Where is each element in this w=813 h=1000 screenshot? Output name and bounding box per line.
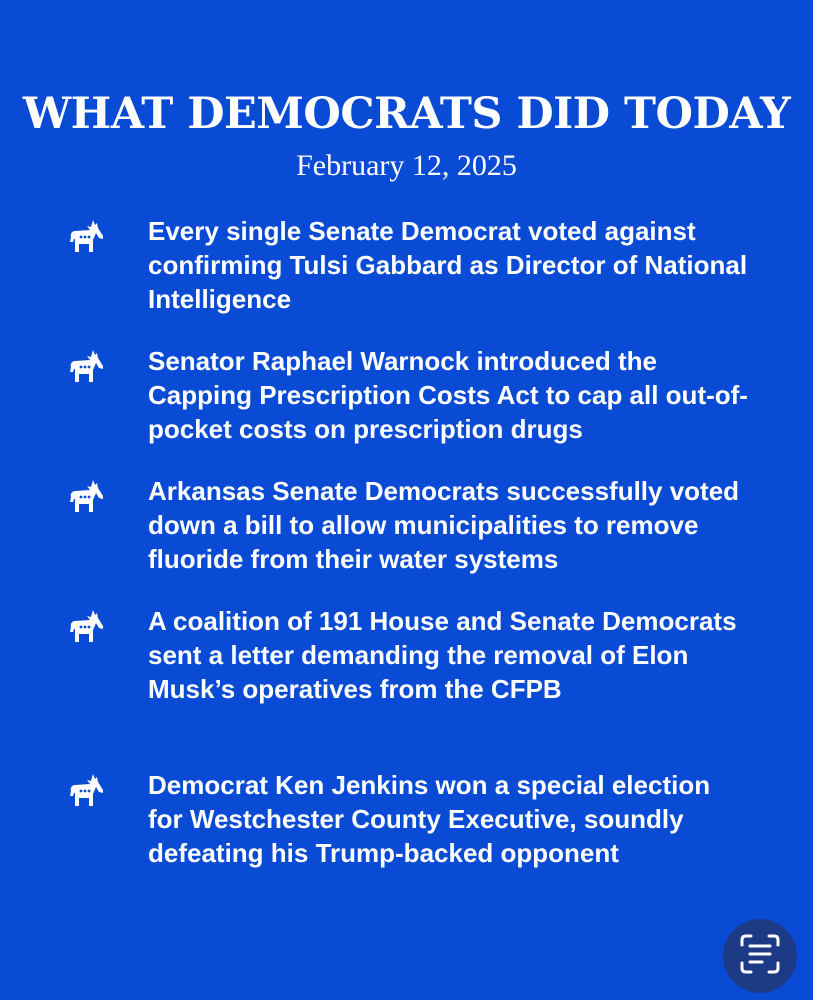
live-text-scan-icon (738, 932, 782, 981)
donkey-icon (69, 608, 107, 646)
header (0, 84, 813, 186)
item-text: Arkansas Senate Democrats successfully voted down a bill to allow municipalities to remove fluoride from their water systems (148, 476, 740, 574)
live-text-scan-button[interactable] (723, 919, 797, 993)
page-title: WHAT DEMOCRATS DID TODAY (22, 89, 791, 139)
item-text: Every single Senate Democrat voted against confirming Tulsi Gabbard as Director of National Intelligence (148, 216, 748, 314)
donkey-icon (69, 478, 107, 516)
donkey-icon (69, 348, 107, 386)
donkey-icon (69, 218, 107, 256)
item-text: A coalition of 191 House and Senate Democrats sent a letter demanding the removal of Elon Musk’s operatives from the CFPB (148, 606, 737, 704)
page-date: February 12, 2025 (296, 149, 517, 182)
item-text: Senator Raphael Warnock introduced the Capping Prescription Costs Act to cap all out-of-pocket costs on prescription drugs (148, 346, 748, 444)
donkey-icon (69, 772, 107, 810)
item-text: Democrat Ken Jenkins won a special election for Westchester County Executive, soundly defeating his Trump-backed opponent (148, 770, 711, 868)
